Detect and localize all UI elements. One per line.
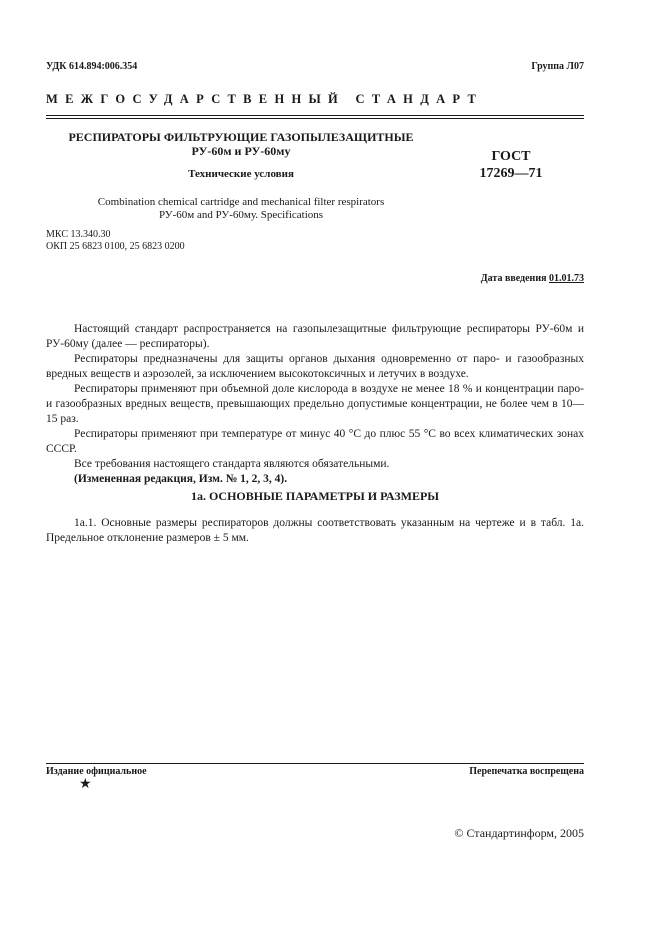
copyright: © Стандартинформ, 2005	[454, 826, 584, 840]
intro-date	[481, 273, 584, 284]
body-paragraph-5: Все требования настоящего стандарта являются обязательными.	[74, 458, 390, 470]
title-subtitle: Технические условия	[188, 168, 294, 180]
title-block	[46, 130, 436, 222]
body-paragraph-4: Респираторы применяют при температуре от минус 40 °С до плюс 55 °С во всех климатических зонах СССР.	[46, 428, 584, 455]
gost-block	[466, 148, 556, 182]
intro-date-value: 01.01.73	[549, 273, 584, 284]
footer-rule	[46, 763, 584, 764]
mks-code: МКС 13.340.30	[46, 229, 111, 240]
body-paragraph-1: Настоящий стандарт распространяется на газопылезащитные фильтрующие респираторы РУ-60м и РУ-60му (далее — респираторы).	[46, 323, 584, 350]
header-rule-top	[46, 115, 584, 116]
section-title: 1а. ОСНОВНЫЕ ПАРАМЕТРЫ И РАЗМЕРЫ	[190, 489, 440, 503]
header-rule-bottom	[46, 118, 584, 119]
reprint-prohibited: Перепечатка воспрещена	[469, 766, 584, 777]
udk-code: УДК 614.894:006.354	[46, 61, 138, 72]
gost-number: 17269—71	[479, 166, 543, 181]
star-icon: ★	[79, 777, 92, 792]
body-paragraph-2: Респираторы предназначены для защиты органов дыхания одновременно от паро- и газообразных вредных веществ и аэрозолей, за исключением высокотоксичных и летучих в воздухе.	[46, 353, 584, 380]
group-code: Группа Л07	[531, 61, 584, 72]
gost-label: ГОСТ	[491, 149, 531, 164]
title-english	[46, 196, 436, 222]
interstate-standard-heading: МЕЖГОСУДАРСТВЕННЫЙ СТАНДАРТ	[46, 92, 484, 106]
title-line-2: РУ-60м и РУ-60му	[191, 144, 291, 158]
title-english-line-1: Combination chemical cartridge and mechanical filter respirators	[97, 196, 385, 208]
official-edition: Издание официальное	[46, 766, 147, 777]
body-paragraph-3: Респираторы применяют при объемной доле кислорода в воздухе не менее 18 % и концентрации паро- и газообразных вредных веществ, превышающих предельно допустимые концентрации, не более чем в 10—15 раз.	[46, 383, 584, 425]
classification-codes	[46, 229, 185, 253]
title-line-1: РЕСПИРАТОРЫ ФИЛЬТРУЮЩИЕ ГАЗОПЫЛЕЗАЩИТНЫЕ	[68, 130, 414, 144]
okp-code: ОКП 25 6823 0100, 25 6823 0200	[46, 241, 185, 252]
intro-date-label: Дата введения	[480, 273, 547, 284]
amendment-note: (Измененная редакция, Изм. № 1, 2, 3, 4).	[74, 473, 288, 485]
section-paragraph: 1а.1. Основные размеры респираторов должны соответствовать указанным на чертеже и в табл. 1а. Предельное отклонение размеров ± 5 мм.	[46, 517, 584, 544]
title-english-line-2: РУ-60м and РУ-60му. Specifications	[158, 209, 324, 221]
document-body	[46, 322, 584, 487]
